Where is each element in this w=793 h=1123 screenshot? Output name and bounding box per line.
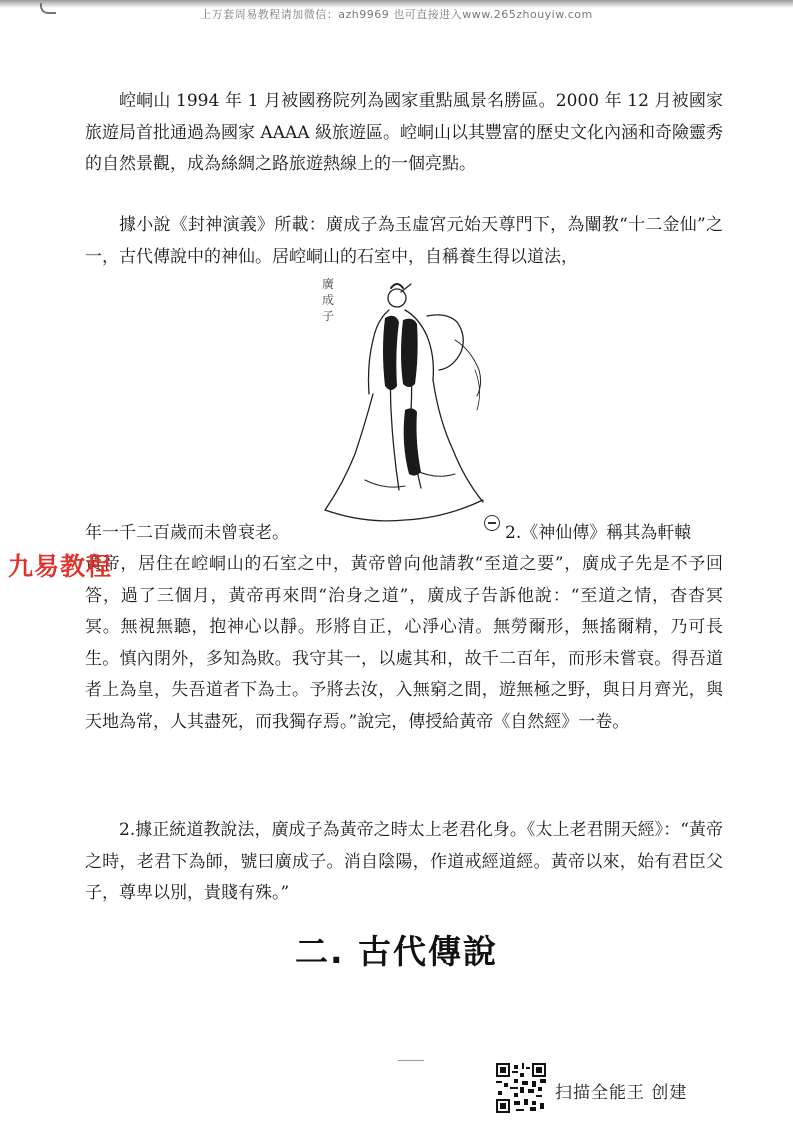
paragraph-4: 2.據正統道教說法，廣成子為黃帝之時太上老君化身。《太上老君開天經》：“黃帝之時，老君下為師，號曰廣成子。消自陰陽，作道戒經道經。黃帝以來，始有君臣父子，尊卑以別，貴賤有殊。” <box>85 820 723 903</box>
watermark-logo: 九易教程 <box>8 552 113 581</box>
paragraph-2: 據小說《封神演義》所載：廣成子為玉虛宮元始天尊門下，為闡教“十二金仙”之一，古代傳說中的神仙。居崆峒山的石室中，自稱養生得以道法， <box>85 215 723 267</box>
paragraph-3-first-line: 年一千二百歲而未曾衰老。 <box>85 523 289 543</box>
paragraph-1: 崆峒山 1994 年 1 月被國務院列為國家重點風景名勝區。2000 年 12 月被國家旅遊局首批通過為國家 AAAA 級旅遊區。崆峒山以其豐富的歷史文化內涵和奇險靈秀的自然景觀，成為絲綢之路旅遊熱線上的一個亮點。 <box>85 91 723 174</box>
paragraph-3-right-fragment: 2.《神仙傳》稱其為軒轅 <box>505 523 692 543</box>
header-note: 上万套周易教程请加微信：azh9969 也可直接进入www.265zhouyiw.com <box>200 8 593 21</box>
figure-caption: 廣成子 <box>322 277 335 323</box>
qr-code-icon <box>496 1063 546 1113</box>
qr-caption: 扫描全能王 创建 <box>555 1083 688 1103</box>
paragraph-3: 黃帝，居住在崆峒山的石室之中，黃帝曾向他請教“至道之要”，廣成子先是不予回答，過了三個月，黃帝再來問“治身之道”，廣成子告訴他說：“至道之情，杳杳冥冥。無視無聽，抱神心以靜。形將自正，心淨心清。無勞爾形，無搖爾精，乃可長生。慎內閉外，多知為敗。我守其一，以處其和，故千二百年，而形未嘗衰。得吾道者上為皇，失吾道者下為士。予將去汝，入無窮之間，遊無極之野，與日月齊光，與天地為常，人其盡死，而我獨存焉。”說完，傳授給黃帝《自然經》一卷。 <box>85 554 723 732</box>
section-title: 二. 古代傳說 <box>294 932 499 971</box>
circled-mark-icon <box>484 515 500 531</box>
footer-rule <box>398 1060 424 1061</box>
